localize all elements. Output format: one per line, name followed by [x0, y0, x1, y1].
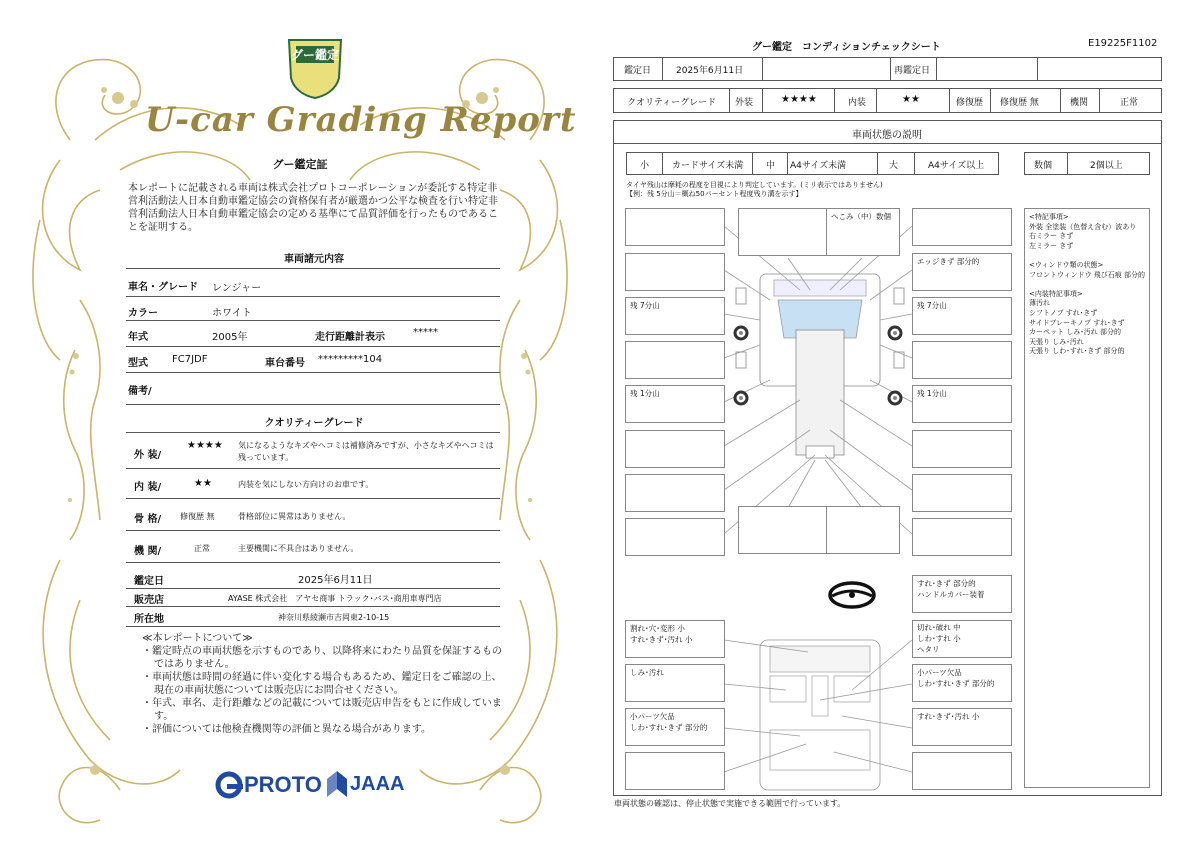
int-note: しわ･すれ 小: [917, 634, 961, 643]
model-label: 型式: [128, 358, 148, 369]
special-note-line: <内装特記事項>: [1029, 289, 1083, 298]
special-note-line: 薄汚れ: [1029, 299, 1050, 308]
int-panel-right-2: [912, 664, 1012, 702]
grade-label: クオリティーグレード: [627, 98, 717, 108]
int-note: しわ･すれ･きず 部分的: [917, 679, 995, 688]
special-note-line: 右ミラー きず: [1029, 232, 1074, 241]
ext-panel-r4: [912, 341, 1012, 379]
legend-mid-desc: A4サイズ未満: [790, 161, 847, 171]
notes-title: ≪本レポートについて≫: [142, 633, 253, 644]
int-note: しわ･すれ･きず 部分的: [630, 723, 708, 732]
ext-panel-6: [625, 430, 725, 468]
note-item: ・評価については他検査機関等の評価と異なる場合があります。: [142, 724, 431, 735]
repair-value: 修復歴 無: [1000, 98, 1039, 108]
ext-panel-tire-front-left: [625, 297, 725, 335]
ext-panel-1: [625, 208, 725, 246]
handle-note-1: すれ･きず 部分的: [917, 579, 976, 588]
int-note: 小パーツ欠品: [917, 668, 962, 677]
ext-panel-r1: [912, 208, 1012, 246]
ext-panel-r7: [912, 474, 1012, 512]
certificate-heading: グー鑑定証: [272, 158, 328, 171]
legend-mid: 中: [766, 161, 776, 171]
interior-stars: ★★: [194, 478, 212, 489]
engine-label: 機関: [1070, 98, 1089, 108]
specs-title: 車両諸元内容: [284, 254, 344, 265]
note-item: ・鑑定時点の車両状態を示すものであり、以降将来にわたり品質を保証するものではありません。: [142, 646, 502, 670]
ext-value: ★★★★: [781, 94, 817, 105]
exterior-stars: ★★★★: [187, 440, 223, 451]
int-note: ヘタリ: [917, 645, 940, 654]
mileage-value: *****: [413, 327, 438, 338]
int-note: 切れ･破れ 中: [917, 623, 961, 632]
handle-panel: [912, 575, 1012, 613]
ext-panel-edge: [912, 253, 1012, 291]
exterior-label: 外 装/: [134, 450, 162, 461]
certificate-intro: 本レポートに記載される車両は株式会社プロトコーポレーションが委託する特定非営利活動法人日本自動車鑑定協会の資格保有者が厳選かつ公平な検査を行い特定非営利活動法人日本自動車鑑定協会の定める基準にて品質評価を行ったものであることを証明する。: [128, 183, 498, 233]
int-panel-left-1: [625, 620, 725, 658]
special-note-line: 天張り しわ･すれ･きず 部分的: [1029, 347, 1125, 356]
chassis-value: *********104: [318, 354, 383, 365]
ext-panel-tire-rear-left: [625, 385, 725, 423]
address-value: 神奈川県綾瀬市吉岡東2-10-15: [278, 613, 390, 622]
engine-desc: 主要機関に不具合はありません。: [238, 544, 359, 553]
model-value: FC7JDF: [172, 354, 208, 365]
logo-text: グー鑑定: [290, 48, 340, 62]
legend-small-desc: カードサイズ未満: [672, 161, 744, 171]
ext-panel-r6: [912, 430, 1012, 468]
int-panel-left-2: [625, 664, 725, 702]
car-name-value: レンジャー: [212, 283, 262, 294]
int-panel-right-4: [912, 752, 1012, 790]
redate-label: 再鑑定日: [894, 66, 931, 76]
handle-note-2: ハンドルカバー装着: [917, 590, 985, 599]
int-value: ★★: [902, 94, 920, 105]
note-item: ・年式、車名、走行距離などの記載については販売店申告をもとに作成しています。: [142, 698, 502, 722]
special-note-line: <特記事項>: [1029, 213, 1069, 221]
ext-panel-bottom-1: [738, 506, 838, 554]
special-note-line: フロントウィンドウ 飛び石痕 部分的: [1029, 270, 1146, 279]
jaaa-brand: JAAA: [350, 773, 405, 795]
legend-large-desc: A4サイズ以上: [928, 161, 985, 171]
int-note: 割れ･穴･変形 小: [630, 624, 685, 633]
shop-value: AYASE 株式会社 アヤセ商事 トラック･バス･商用車専門店: [228, 594, 442, 603]
color-label: カラー: [128, 308, 158, 319]
date-label: 鑑定日: [624, 66, 652, 76]
tire-note-2: 【例：残 5分山＝概ね50パーセント程度残り溝を示す】: [626, 190, 803, 198]
special-note-line: サイドブレーキノブ すれ･きず: [1029, 318, 1125, 327]
steering-wheel-icon: [830, 583, 874, 607]
ext-panel-2: [625, 253, 725, 291]
shop-label: 販売店: [134, 595, 164, 606]
int-panel-right-1: [912, 620, 1012, 658]
tire-front-left: 残 7分山: [630, 301, 660, 310]
quality-title: クオリティーグレード: [264, 418, 364, 429]
exterior-desc: 気になるようなキズやヘコミは補修済みですが、小さなキズやヘコミは残っています。: [238, 441, 494, 462]
int-note: 小パーツ欠品: [630, 712, 675, 721]
frame-value: 修復歴 無: [180, 512, 215, 521]
tire-front-right: 残 7分山: [917, 301, 947, 310]
legend-count-desc: 2個以上: [1090, 161, 1123, 171]
int-note: すれ･きず･汚れ 小: [917, 712, 980, 721]
mileage-label: 走行距離計表示: [315, 332, 385, 343]
frame-desc: 骨格部位に異常はありません。: [238, 512, 351, 521]
document-id: E19225F1102: [1088, 38, 1158, 49]
engine-label: 機 関/: [134, 546, 162, 557]
tire-rear-left: 残 1分山: [630, 389, 660, 398]
ext-label: 外装: [735, 98, 754, 108]
frame-label: 骨 格/: [134, 514, 162, 525]
tire-rear-right: 残 1分山: [917, 389, 947, 398]
ext-panel-tire-rear-right: [912, 385, 1012, 423]
remarks-label: 備考/: [128, 386, 152, 397]
note-item: ・車両状態は時間の経過に伴い変化する場合もあるため、鑑定日をご確認の上、現在の車両状態については販売店にお問合せください。: [142, 672, 502, 696]
special-note-line: 左ミラー きず: [1029, 241, 1074, 250]
ext-panel-tire-front-right: [912, 297, 1012, 335]
proto-brand: PROTO: [244, 772, 322, 797]
ext-panel-r8: [912, 518, 1012, 556]
engine-value: 正常: [1120, 98, 1139, 108]
interior-desc: 内装を気にしない方向けのお車です。: [238, 480, 374, 489]
edge-note: エッジきず 部分的: [917, 257, 980, 266]
address-label: 所在地: [134, 614, 164, 625]
engine-value: 正常: [194, 544, 210, 553]
chassis-label: 車台番号: [265, 358, 305, 369]
repair-label: 修復歴: [956, 98, 984, 108]
ext-panel-dent: [826, 208, 900, 256]
ext-panel-8: [625, 518, 725, 556]
date-value: 2025年6月11日: [676, 66, 744, 76]
report-title: U-car Grading Report: [145, 100, 577, 140]
special-note-line: 天張り しみ･汚れ: [1029, 337, 1084, 346]
tire-note-1: タイヤ残山は摩耗の程度を目視により判定しています。(ミリ表示ではありません): [626, 181, 883, 189]
interior-label: 内 装/: [134, 482, 162, 493]
ext-panel-bottom-2: [826, 506, 900, 554]
ext-panel-top-1: [738, 208, 838, 256]
year-value: 2005年: [212, 332, 248, 343]
int-note: しみ･汚れ: [630, 668, 664, 677]
color-value: ホワイト: [212, 308, 252, 319]
condition-title: 車両状態の説明: [852, 130, 922, 141]
legend-small: 小: [640, 161, 650, 171]
year-label: 年式: [128, 332, 148, 343]
int-panel-right-3: [912, 708, 1012, 746]
legend-large: 大: [889, 161, 899, 171]
special-note-line: <ウィンドウ類の状態>: [1029, 260, 1104, 269]
sheet-title: グー鑑定 コンディションチェックシート: [752, 42, 941, 53]
special-note-line: シフトノブ すれ･きず: [1029, 308, 1098, 317]
appraisal-date-value: 2025年6月11日: [298, 575, 373, 586]
int-label: 内装: [848, 98, 867, 108]
car-name-label: 車名・グレード: [128, 282, 198, 293]
ext-panel-4: [625, 341, 725, 379]
int-note: すれ･きず･汚れ 小: [630, 635, 693, 644]
int-panel-left-4: [625, 752, 725, 790]
dent-note: へこみ（中）数個: [831, 212, 891, 221]
appraisal-date-label: 鑑定日: [134, 576, 164, 587]
ext-panel-7: [625, 474, 725, 512]
legend-count-label: 数個: [1034, 161, 1053, 171]
footer-note: 車両状態の確認は、停止状態で実施できる範囲で行っています。: [614, 799, 846, 808]
int-panel-left-3: [625, 708, 725, 746]
special-note-line: 外装 全塗装（色替え含む）波あり: [1029, 222, 1137, 231]
special-note-line: カーペット しみ･汚れ 部分的: [1029, 328, 1121, 337]
